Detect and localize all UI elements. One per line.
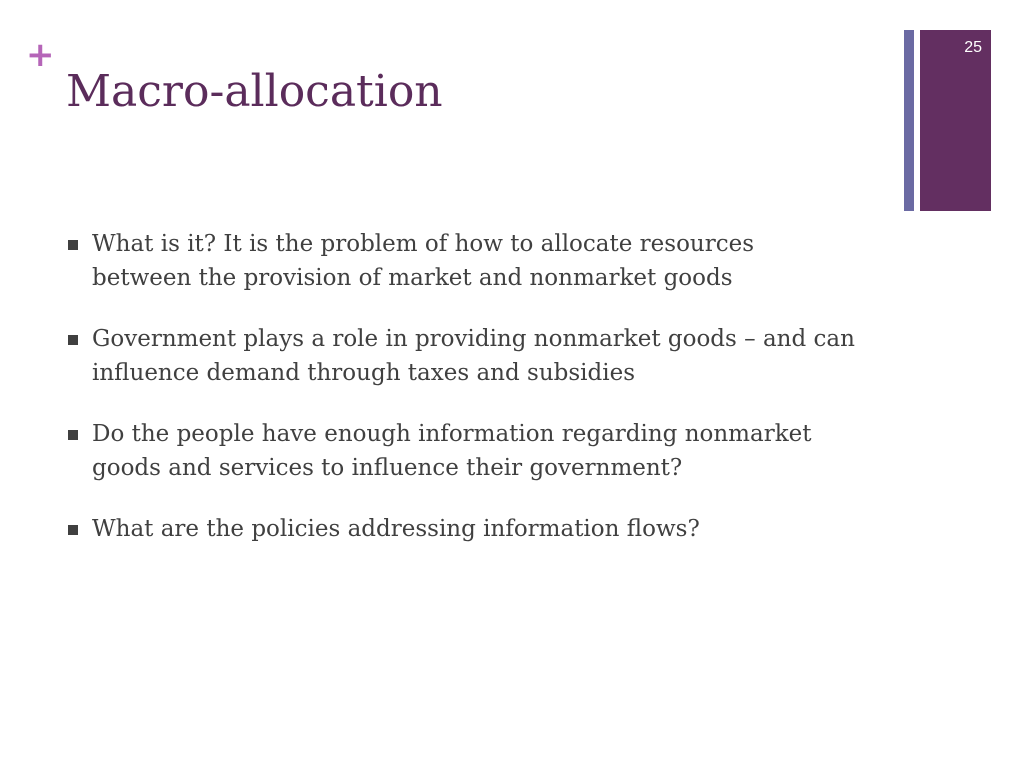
bullet-square-icon [68,430,78,440]
bullet-item [66,323,856,390]
bullet-item [66,513,856,547]
bullet-text: Government plays a role in providing nonmarket goods – and can influence demand through taxes and subsidies [92,326,855,386]
bullet-list [66,228,856,547]
bullet-square-icon [68,525,78,535]
bullet-text: What is it? It is the problem of how to allocate resources between the provision of market and nonmarket goods [92,231,755,291]
bullet-text: Do the people have enough information regarding nonmarket goods and services to influence their government? [92,421,812,481]
plus-decoration: + [26,35,55,75]
slide-title: Macro-allocation [66,66,443,117]
slide-number: 25 [964,39,982,56]
bullet-text: What are the policies addressing information flows? [92,516,700,542]
bullet-square-icon [68,335,78,345]
bullet-item [66,418,856,485]
bullet-square-icon [68,240,78,250]
accent-bar-thin [904,30,914,211]
bullet-item [66,228,856,295]
